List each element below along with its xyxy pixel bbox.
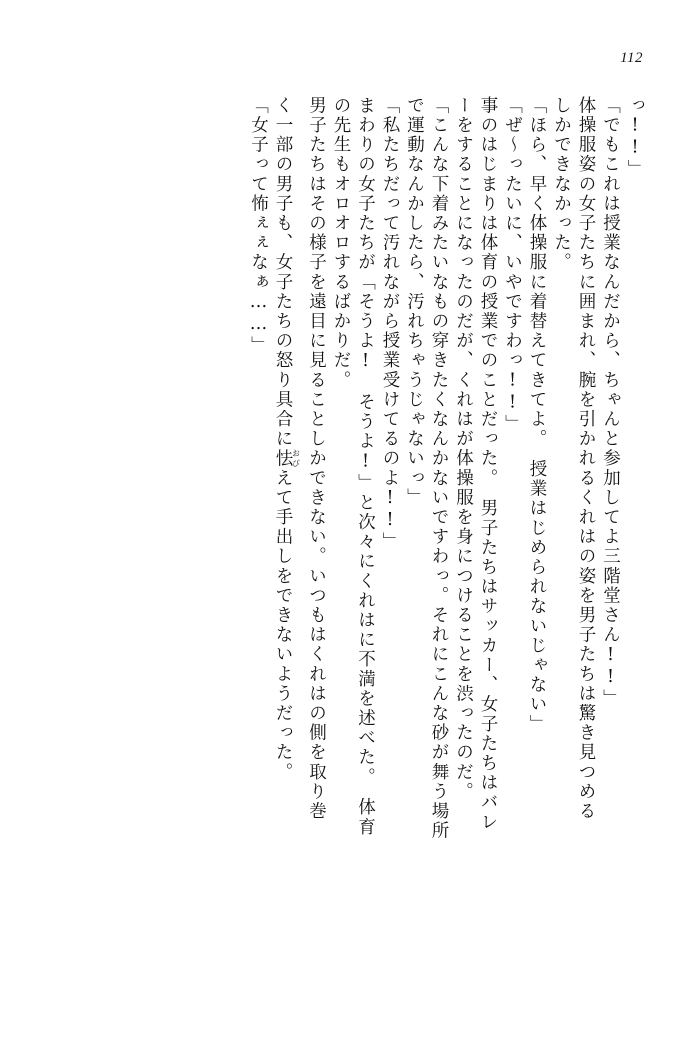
text-column: 「ぜ～ったいに、いやですわっ!!」 <box>502 96 523 435</box>
text-column: しかできなかった。 <box>551 96 572 273</box>
text-column-with-ruby: く一部の男子も、女子たちの怒り具合に怯おびえて手出しをできないようだった。 <box>273 96 301 783</box>
text-column: 事のはじまりは体育の授業でのことだった。 男子たちはサッカー、女子たちはバレ <box>478 96 498 833</box>
text-column: 「ほら、早く体操服に着替えてきてよ。 授業はじめられないじゃない」 <box>527 96 547 735</box>
text-column: 「こんな下着みたいなもの穿きたくなんかないですわっ。それにこんな砂が舞う場所 <box>429 96 449 841</box>
text-column: 「私たちだって汚れながら授業受けてるのよ!!」 <box>380 96 400 552</box>
text-column: 「でもこれは授業なんだから、ちゃんと参加してよ三階堂さん!!」 <box>600 96 621 709</box>
text-column: 男子たちはその様子を遠目に見ることしかできない。いつもはくれはの側を取り巻 <box>306 96 327 822</box>
text-column: で運動なんかしたら、汚れちゃうじゃないっ」 <box>404 96 425 508</box>
text-column: っ!!」 <box>625 96 645 180</box>
text-column: ーをすることになったのだが、くれはが体操服を身につけることを渋ったのだ。 <box>453 96 474 802</box>
page-number: 112 <box>620 50 643 66</box>
text-column: の先生もオロオロするばかりだ。 <box>331 96 351 390</box>
vertical-text-body <box>54 96 643 976</box>
text-column: 「女子って怖ぇぇなぁ……」 <box>248 96 269 356</box>
text-column: 体操服姿の女子たちに囲まれ、腕を引かれるくれはの姿を男子たちは驚き見つめる <box>576 96 596 822</box>
text-column: まわりの女子たちが「そうよ! そうよ!」と次々にくれはに不満を述べた。 体育 <box>355 96 376 838</box>
